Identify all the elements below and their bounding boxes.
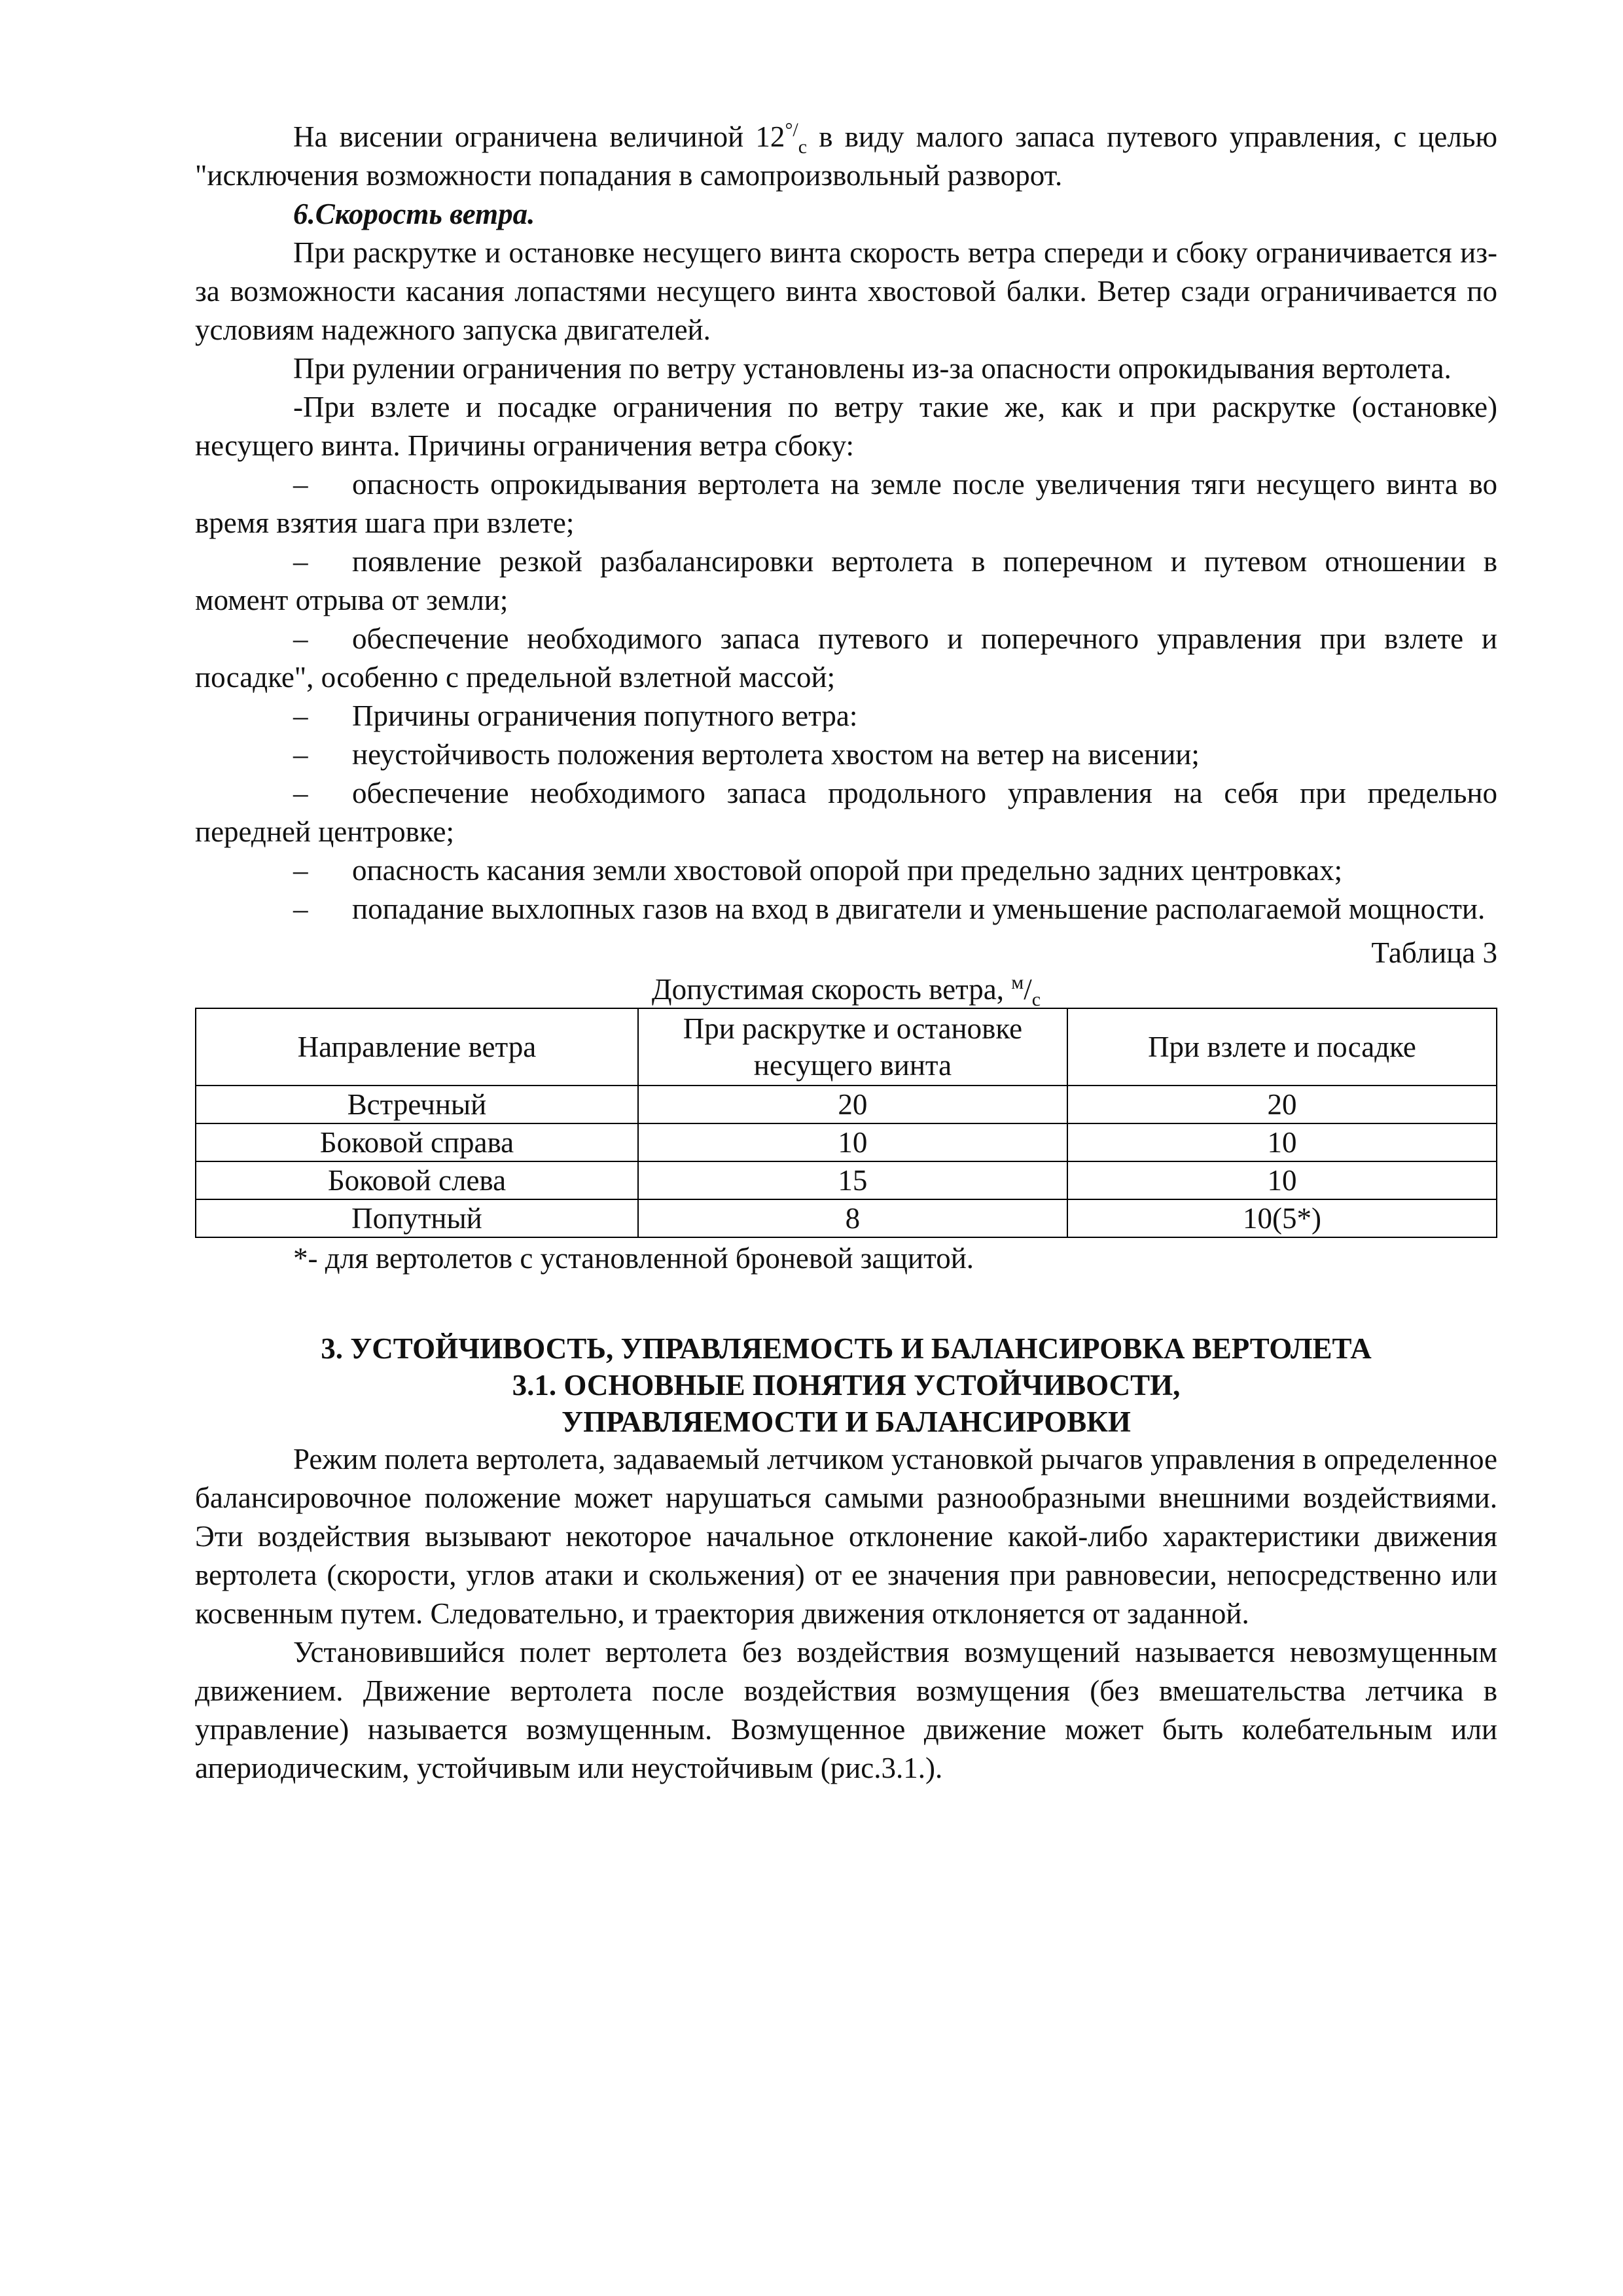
table-cell: Боковой слева bbox=[196, 1161, 638, 1199]
dash-bullet: – bbox=[293, 738, 308, 771]
paragraph-hover-limit: На висении ограничена величиной $12^{^\circ/}_с$ в виду малого запаса путевого управления, с целью "исключения возможности попадания в самопроизвольный разворот. bbox=[195, 119, 1498, 192]
list-item: – появление резкой разбалансировки вертолета в поперечном и путевом отношении в момент отрыва от земли; bbox=[195, 542, 1497, 620]
table-cell: 10 bbox=[1067, 1161, 1497, 1199]
table-header-row bbox=[196, 1008, 1497, 1086]
section-heading bbox=[195, 1330, 1497, 1440]
column-header: Направление ветра bbox=[196, 1008, 638, 1086]
list-item: – Причины ограничения попутного ветра: bbox=[195, 697, 1497, 735]
paragraph-rotor-spinup: При раскрутке и остановке несущего винта скорость ветра спереди и сбоку ограничивается из-за возможности касания лопастями несущего винта хвостовой балки. Ветер сзади ограничивается по условиям надежного запуска двигателей. bbox=[195, 236, 1497, 346]
dash-bullet: – bbox=[293, 777, 308, 809]
dash-bullet: – bbox=[293, 699, 308, 732]
heading-wind-speed: 6.Скорость ветра. bbox=[293, 198, 535, 230]
dash-bullet: – bbox=[293, 892, 308, 925]
table-row bbox=[196, 1123, 1497, 1161]
table-cell: 10 bbox=[1067, 1123, 1497, 1161]
list-item: – опасность опрокидывания вертолета на земле после увеличения тяги несущего винта во время взятия шага при взлете; bbox=[195, 465, 1497, 542]
table-number: Таблица 3 bbox=[1371, 936, 1497, 969]
column-header: При раскрутке и остановке несущего винта bbox=[638, 1008, 1067, 1086]
dash-bullet: – bbox=[293, 545, 308, 578]
paragraph-flight-mode: Режим полета вертолета, задаваемый летчиком установкой рычагов управления в определенное балансировочное положение может нарушаться самыми разнообразными внешними воздействиями. Эти воздействия вызывают некоторое начальное отклонение какой-либо характеристики движения вертолета (скорости, углов атаки и скольжения) от ее значения при равновесии, непосредственно или косвенным путем. Следовательно, и траектория движения отклоняется от заданной. bbox=[195, 1443, 1497, 1630]
paragraph-steady-flight: Установившийся полет вертолета без воздействия возмущений называется невозмущенным движением. Движение вертолета после воздействия возмущения (без вмешательства летчика в управление) называется возмущенным. Возмущенное движение может быть колебательным или апериодическим, устойчивым или неустойчивым (рис.3.1.). bbox=[195, 1636, 1497, 1784]
table-cell: Боковой справа bbox=[196, 1123, 638, 1161]
list-item: – неустойчивость положения вертолета хвостом на ветер на висении; bbox=[195, 735, 1497, 774]
table-row bbox=[196, 1199, 1497, 1237]
table-row bbox=[196, 1161, 1497, 1199]
table-caption: Допустимая скорость ветра, $^м/_с$ bbox=[651, 972, 1041, 1010]
list-item: – опасность касания земли хвостовой опорой при предельно задних центровках; bbox=[195, 851, 1497, 890]
section-title: 3. УСТОЙЧИВОСТЬ, УПРАВЛЯЕМОСТЬ И БАЛАНСИРОВКА ВЕРТОЛЕТА bbox=[321, 1332, 1372, 1365]
table-footnote: *- для вертолетов с установленной броневой защитой. bbox=[293, 1242, 974, 1275]
wind-speed-table bbox=[195, 1008, 1497, 1238]
subsection-title-line1: 3.1. ОСНОВНЫЕ ПОНЯТИЯ УСТОЙЧИВОСТИ, bbox=[512, 1369, 1181, 1402]
table-cell: 10(5*) bbox=[1067, 1199, 1497, 1237]
table-cell: 10 bbox=[638, 1123, 1067, 1161]
table-cell: Встречный bbox=[196, 1086, 638, 1123]
paragraph-taxiing: При рулении ограничения по ветру установлены из-за опасности опрокидывания вертолета. bbox=[293, 352, 1452, 385]
table-row bbox=[196, 1086, 1497, 1123]
document-page bbox=[195, 118, 1497, 1788]
dash-bullet: – bbox=[293, 622, 308, 655]
table-cell: 15 bbox=[638, 1161, 1067, 1199]
table-cell: 20 bbox=[638, 1086, 1067, 1123]
table-cell: 8 bbox=[638, 1199, 1067, 1237]
table-cell: 20 bbox=[1067, 1086, 1497, 1123]
subsection-title-line2: УПРАВЛЯЕМОСТИ И БАЛАНСИРОВКИ bbox=[562, 1405, 1131, 1438]
list-item: – попадание выхлопных газов на вход в двигатели и уменьшение располагаемой мощности. bbox=[195, 890, 1497, 928]
table-cell: Попутный bbox=[196, 1199, 638, 1237]
column-header: При взлете и посадке bbox=[1067, 1008, 1497, 1086]
list-item: – обеспечение необходимого запаса продольного управления на себя при предельно передней центровке; bbox=[195, 774, 1497, 851]
list-item: – обеспечение необходимого запаса путевого и поперечного управления при взлете и посадке", особенно с предельной взлетной массой; bbox=[195, 620, 1497, 697]
dash-bullet: – bbox=[293, 468, 308, 501]
paragraph-takeoff-landing: -При взлете и посадке ограничения по ветру такие же, как и при раскрутке (остановке) несущего винта. Причины ограничения ветра сбоку: bbox=[195, 391, 1497, 462]
dash-bullet: – bbox=[293, 854, 308, 887]
